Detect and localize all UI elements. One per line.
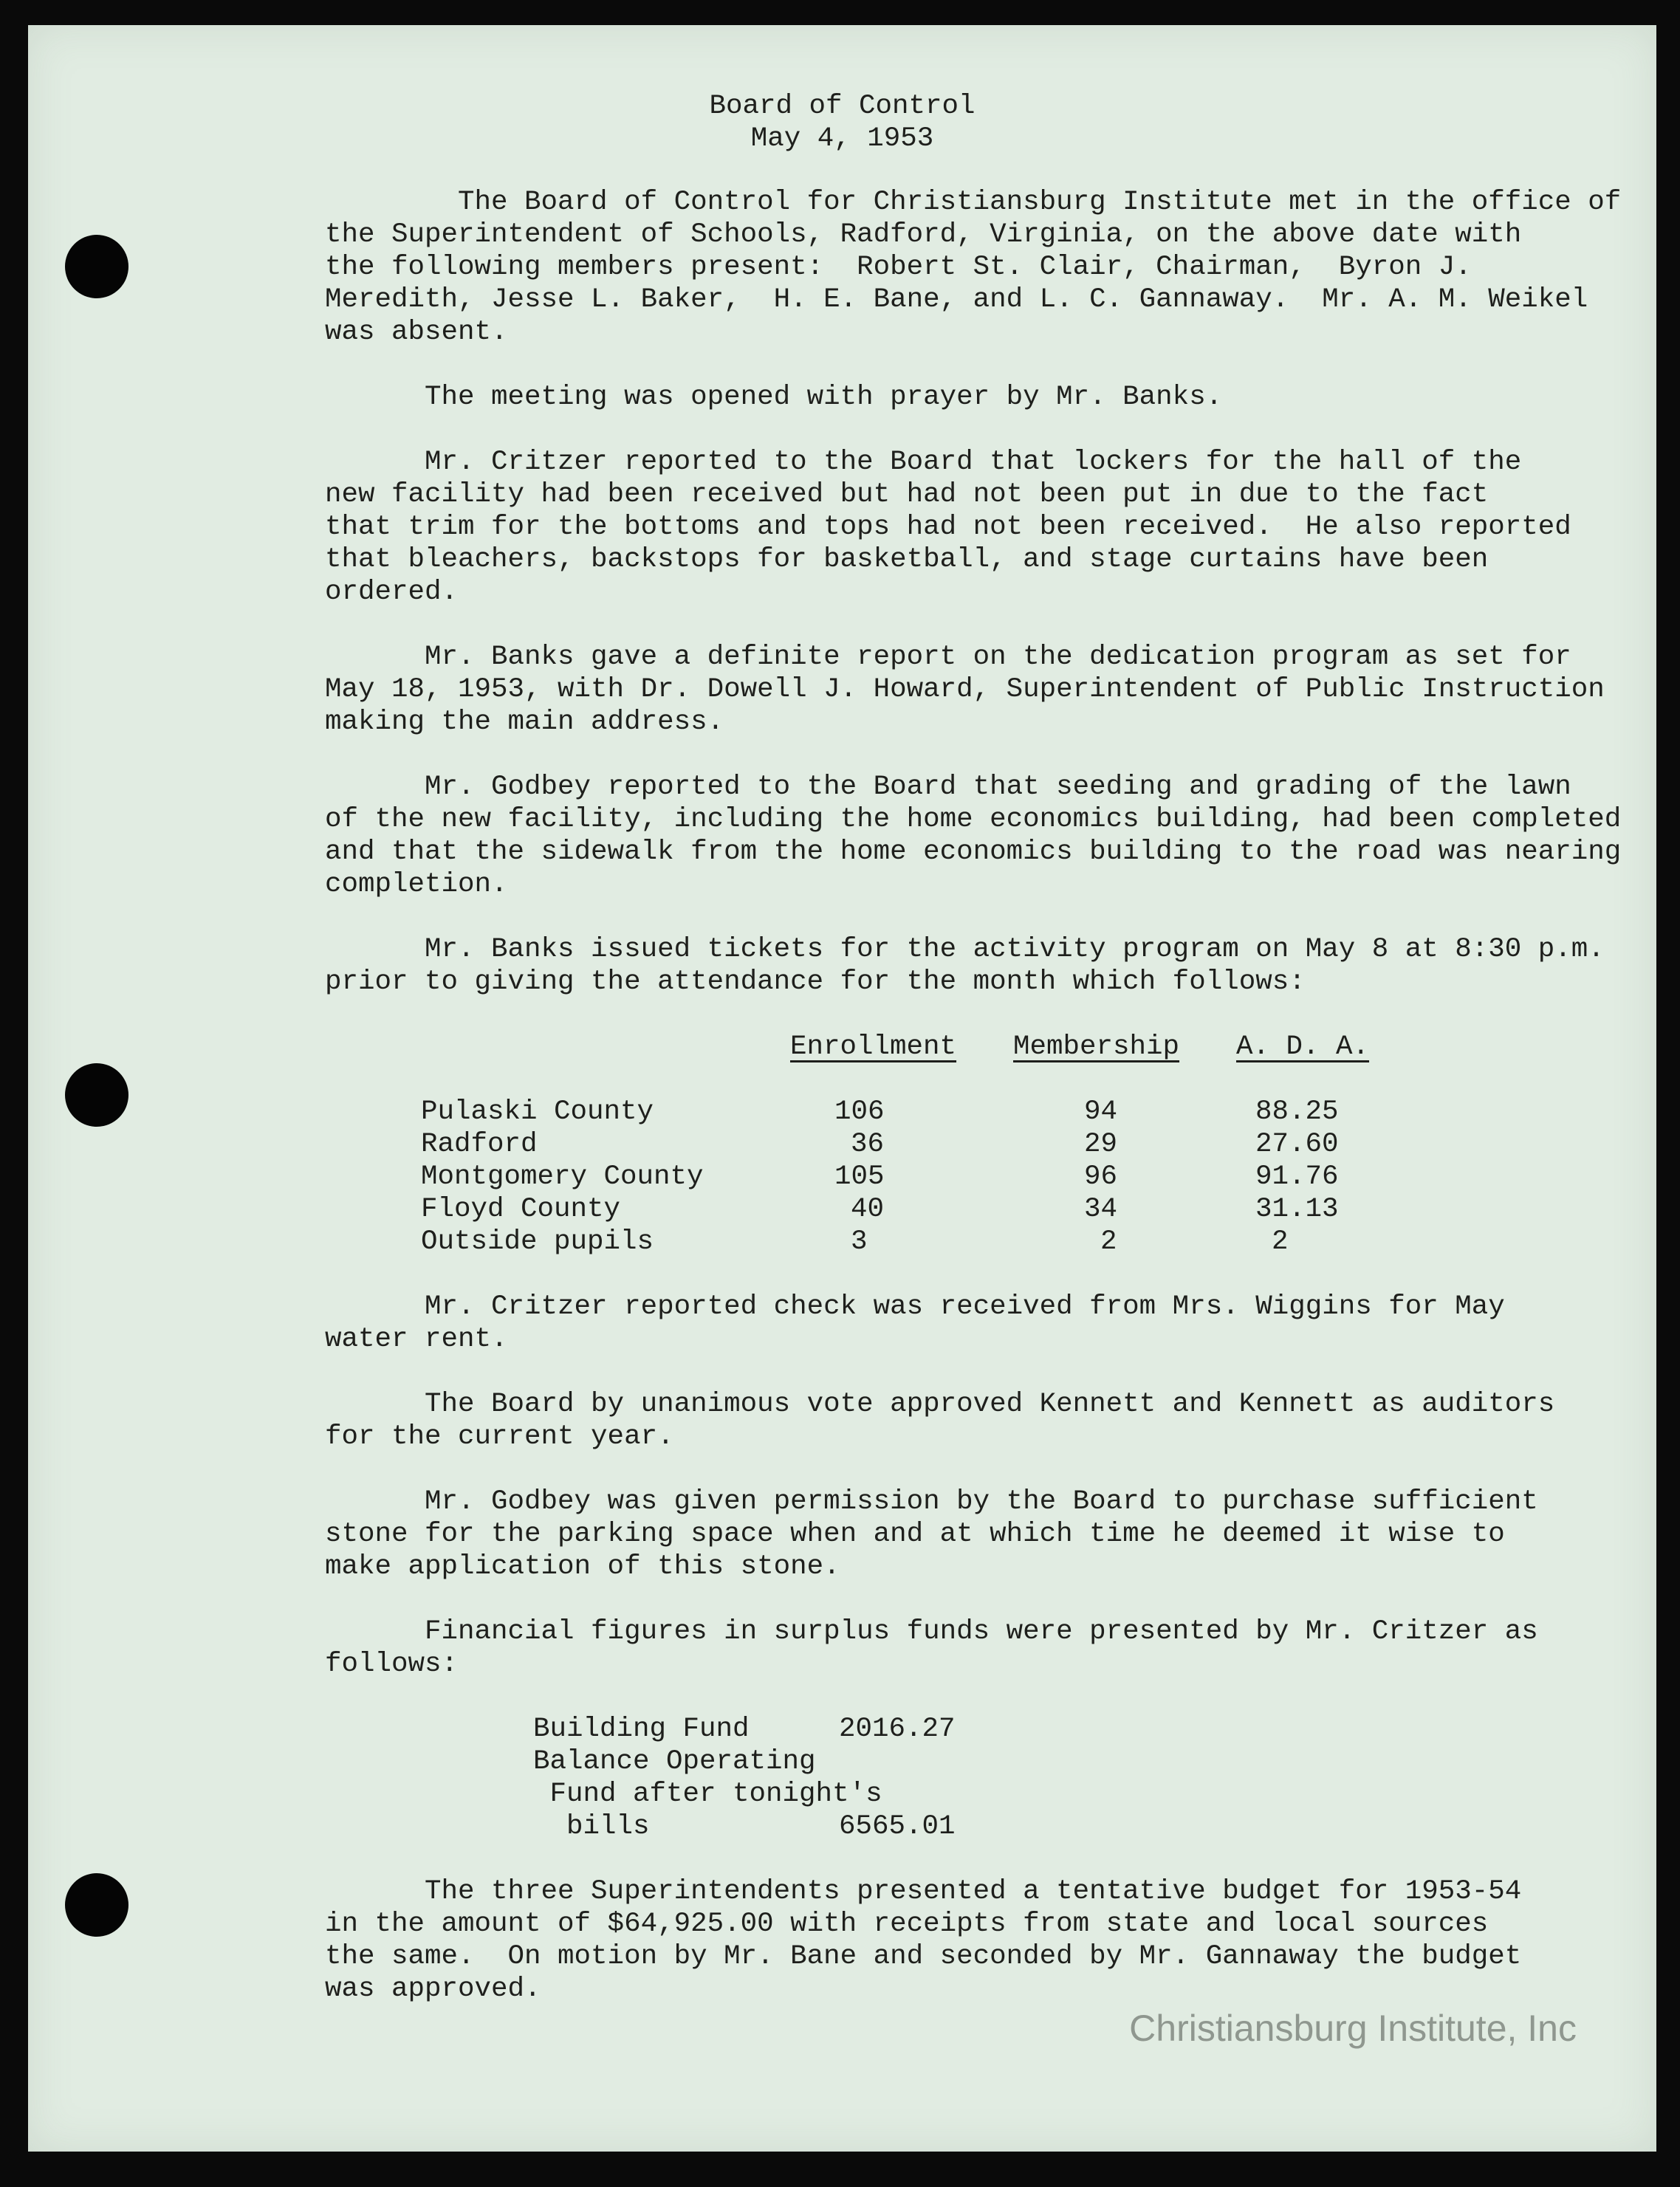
paragraph-line: the following members present: Robert St. Clair, Chairman, Byron J. <box>325 252 1472 283</box>
paragraph-line: that trim for the bottoms and tops had not been received. He also reported <box>325 512 1571 543</box>
table-row-label: Montgomery County <box>421 1161 704 1192</box>
table-cell: 88.25 <box>1255 1096 1339 1127</box>
paragraph-line: of the new facility, including the home economics building, had been completed <box>325 804 1622 835</box>
paragraph-line: Financial figures in surplus funds were presented by Mr. Critzer as <box>325 1616 1538 1647</box>
paragraph-line: Mr. Critzer reported check was received from Mrs. Wiggins for May <box>325 1291 1505 1322</box>
paragraph-line: Mr. Banks issued tickets for the activity program on May 8 at 8:30 p.m. <box>325 934 1605 965</box>
paragraph-line: and that the sidewalk from the home economics building to the road was nearing <box>325 837 1622 868</box>
finance-label: Fund after tonight's <box>533 1779 882 1810</box>
paragraph-line: ordered. <box>325 577 459 608</box>
table-row-label: Floyd County <box>421 1194 621 1225</box>
paragraph-line: for the current year. <box>325 1421 674 1452</box>
paragraph-line: the Superintendent of Schools, Radford, Virginia, on the above date with <box>325 219 1522 250</box>
paragraph-line: Mr. Godbey was given permission by the Board to purchase sufficient <box>325 1486 1538 1517</box>
column-header-membership: Membership <box>1013 1031 1180 1062</box>
paragraph-line: prior to giving the attendance for the month which follows: <box>325 967 1306 998</box>
table-cell: 91.76 <box>1255 1161 1339 1192</box>
table-row-label: Pulaski County <box>421 1096 654 1127</box>
document-page <box>28 25 1656 2152</box>
table-cell: 96 <box>1084 1161 1118 1192</box>
paragraph-line: Mr. Banks gave a definite report on the dedication program as set for <box>325 642 1571 673</box>
table-cell: 34 <box>1084 1194 1118 1225</box>
table-cell: 2 <box>1272 1226 1289 1257</box>
document-title: Board of Control <box>709 91 976 122</box>
table-cell: 40 <box>851 1194 885 1225</box>
paragraph-line: The Board by unanimous vote approved Kennett and Kennett as auditors <box>325 1389 1555 1420</box>
table-cell: 3 <box>851 1226 868 1257</box>
paragraph-line: making the main address. <box>325 707 724 738</box>
table-cell: 29 <box>1084 1129 1118 1160</box>
column-header-ada: A. D. A. <box>1236 1031 1370 1062</box>
table-cell: 106 <box>834 1096 885 1127</box>
paragraph-line: stone for the parking space when and at which time he deemed it wise to <box>325 1519 1505 1550</box>
paragraph-line: The meeting was opened with prayer by Mr. Banks. <box>325 382 1223 413</box>
binder-hole <box>65 235 128 298</box>
table-row-label: Radford <box>421 1129 538 1160</box>
paragraph-line: follows: <box>325 1649 459 1680</box>
finance-label: Building Fund <box>533 1714 750 1745</box>
table-cell: 105 <box>834 1161 885 1192</box>
table-cell: 2 <box>1100 1226 1117 1257</box>
paragraph-line: the same. On motion by Mr. Bane and seconded by Mr. Gannaway the budget <box>325 1941 1522 1972</box>
table-row-label: Outside pupils <box>421 1226 654 1257</box>
paragraph-line: May 18, 1953, with Dr. Dowell J. Howard, Superintendent of Public Instruction <box>325 674 1605 705</box>
paragraph-line: The three Superintendents presented a tentative budget for 1953-54 <box>325 1876 1522 1907</box>
paragraph-line: that bleachers, backstops for basketball, and stage curtains have been <box>325 544 1489 575</box>
binder-hole <box>65 1063 128 1127</box>
finance-label: bills <box>533 1811 650 1842</box>
binder-hole <box>65 1873 128 1937</box>
finance-value: 6565.01 <box>839 1811 956 1842</box>
paragraph-line: was approved. <box>325 1974 541 2005</box>
paragraph-line: Mr. Critzer reported to the Board that lockers for the hall of the <box>325 447 1522 478</box>
table-cell: 94 <box>1084 1096 1118 1127</box>
finance-value: 2016.27 <box>839 1714 956 1745</box>
document-date: May 4, 1953 <box>750 123 934 154</box>
paragraph-line: make application of this stone. <box>325 1551 840 1582</box>
paragraph-line: Meredith, Jesse L. Baker, H. E. Bane, and L. C. Gannaway. Mr. A. M. Weikel <box>325 284 1588 315</box>
paragraph-line: The Board of Control for Christiansburg Institute met in the office of <box>325 187 1622 218</box>
paragraph-line: was absent. <box>325 317 508 348</box>
paragraph-line: completion. <box>325 869 508 900</box>
paragraph-line: Mr. Godbey reported to the Board that seeding and grading of the lawn <box>325 772 1571 803</box>
finance-label: Balance Operating <box>533 1746 816 1777</box>
paragraph-line: new facility had been received but had not been put in due to the fact <box>325 479 1489 510</box>
column-header-enrollment: Enrollment <box>790 1031 957 1062</box>
paragraph-line: in the amount of $64,925.00 with receipts from state and local sources <box>325 1909 1489 1940</box>
paragraph-line: water rent. <box>325 1324 508 1355</box>
table-cell: 27.60 <box>1255 1129 1339 1160</box>
table-cell: 31.13 <box>1255 1194 1339 1225</box>
table-cell: 36 <box>851 1129 885 1160</box>
watermark-text: Christiansburg Institute, Inc <box>1129 2008 1577 2049</box>
